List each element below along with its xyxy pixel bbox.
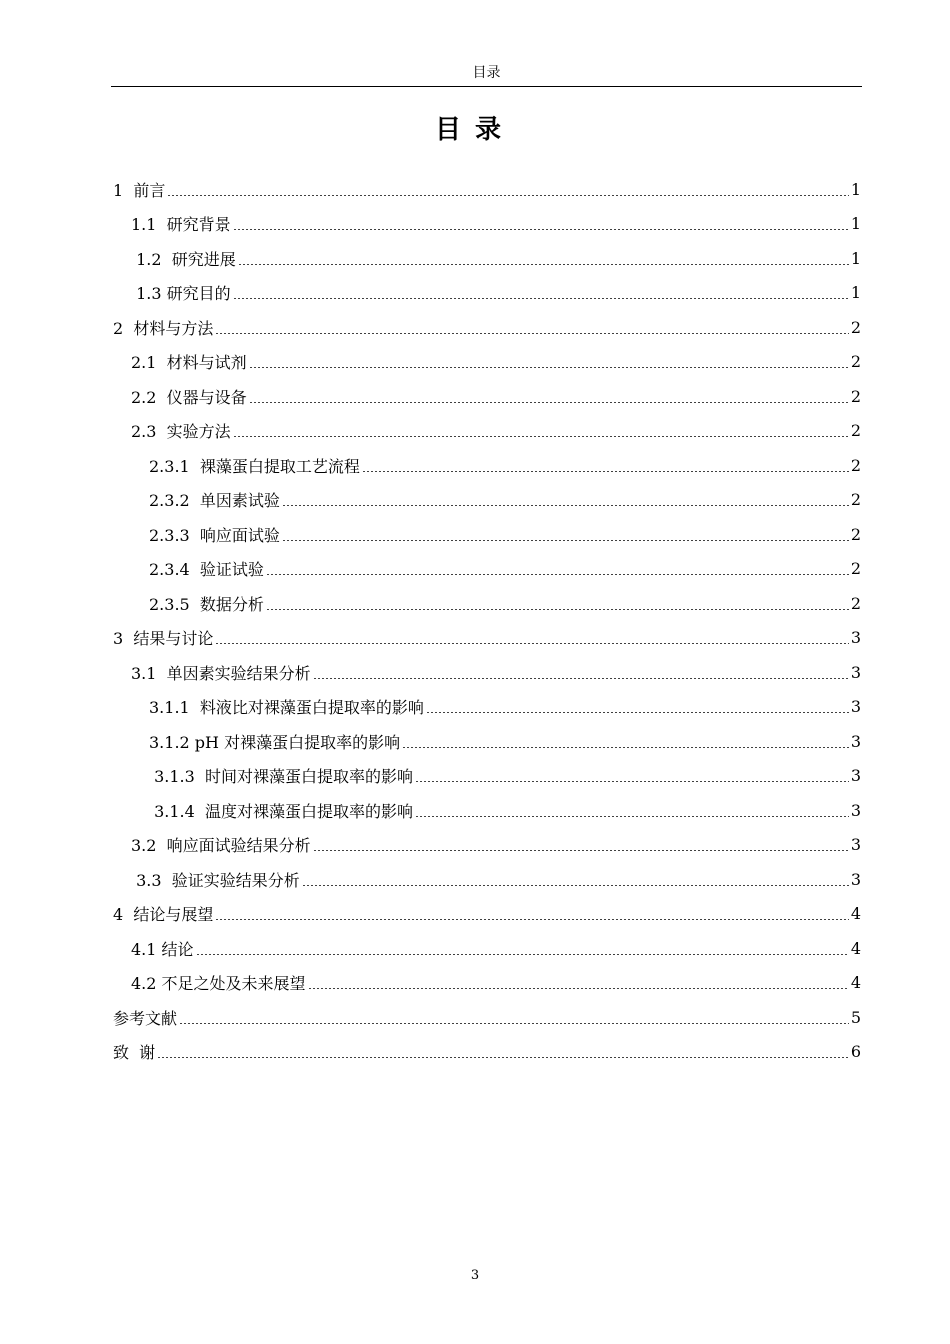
toc-entry[interactable] [113,483,861,518]
page-title: 目录 [434,115,515,145]
toc-entry-label: 2.3.3 响应面试验 [149,525,280,545]
toc-entry-label: 1.1 研究背景 [131,215,231,235]
toc-entry-label: 2 材料与方法 [113,318,214,338]
dot-leader [313,850,849,851]
toc-entry-page: 3 [850,766,861,786]
toc-entry-label: 2.3.2 单因素试验 [149,491,280,511]
dot-leader [282,505,849,506]
dot-leader [266,574,849,575]
toc-entry[interactable] [113,1000,861,1035]
toc-entry-page: 6 [850,1042,861,1062]
dot-leader [167,195,848,196]
page-number: 3 [470,1268,480,1283]
toc-entry-label: 2.3.1 裸藻蛋白提取工艺流程 [149,456,360,476]
dot-leader [362,471,849,472]
toc-entry[interactable] [113,414,861,449]
toc-entry-page: 3 [850,869,861,889]
dot-leader [215,333,848,334]
dot-leader [415,816,849,817]
toc-entry[interactable] [113,966,861,1001]
toc-entry-page: 2 [850,490,861,510]
toc-entry[interactable] [113,862,861,897]
toc-entry[interactable] [113,931,861,966]
toc-entry-page: 2 [850,524,861,544]
toc-entry[interactable] [113,655,861,690]
toc-entry-page: 1 [850,248,861,268]
dot-leader [415,781,849,782]
toc-entry-label: 3.1.1 料液比对裸藻蛋白提取率的影响 [149,698,424,718]
toc-entry[interactable] [113,172,861,207]
toc-entry-page: 3 [850,662,861,682]
toc-entry-page: 3 [850,731,861,751]
toc-entry-page: 1 [850,214,861,234]
toc-entry-label: 4.1 结论 [131,939,194,959]
dot-leader [426,712,849,713]
dot-leader [157,1057,849,1058]
toc-entry-page: 2 [850,559,861,579]
toc-entry-label: 1.2 研究进展 [131,249,236,269]
dot-leader [179,1023,849,1024]
toc-entry-page: 3 [850,800,861,820]
toc-entry[interactable] [113,828,861,863]
toc-entry[interactable] [113,552,861,587]
toc-entry-label: 2.3 实验方法 [131,422,231,442]
toc-entry[interactable] [113,1035,861,1070]
toc-entry-label: 4 结论与展望 [113,905,214,925]
toc-entry-page: 1 [850,179,861,199]
dot-leader [302,885,849,886]
toc-entry[interactable] [113,724,861,759]
dot-leader [313,678,849,679]
toc-entry-page: 3 [850,835,861,855]
toc-entry[interactable] [113,586,861,621]
toc-entry-label: 3.1 单因素实验结果分析 [131,663,311,683]
toc-entry-page: 4 [850,973,861,993]
toc-entry[interactable] [113,345,861,380]
toc-entry-page: 2 [850,352,861,372]
table-of-contents [113,172,861,1069]
toc-entry-label: 1.3 研究目的 [131,284,231,304]
dot-leader [249,402,849,403]
dot-leader [238,264,849,265]
toc-entry[interactable] [113,448,861,483]
dot-leader [266,609,849,610]
dot-leader [215,643,848,644]
toc-entry[interactable] [113,379,861,414]
toc-entry-label: 3.1.4 温度对裸藻蛋白提取率的影响 [149,801,413,821]
toc-entry-page: 2 [850,421,861,441]
dot-leader [282,540,849,541]
toc-entry-page: 2 [850,386,861,406]
toc-entry[interactable] [113,310,861,345]
toc-entry-label: 3 结果与讨论 [113,629,214,649]
toc-entry-label: 2.1 材料与试剂 [131,353,247,373]
toc-entry-page: 4 [850,904,861,924]
toc-entry-label: 2.3.5 数据分析 [149,594,264,614]
dot-leader [233,298,849,299]
toc-entry-label: 3.1.3 时间对裸藻蛋白提取率的影响 [149,767,413,787]
toc-entry-label: 2.3.4 验证试验 [149,560,264,580]
toc-entry-page: 2 [850,593,861,613]
toc-entry-label: 参考文献 [113,1008,178,1028]
toc-entry-page: 1 [850,283,861,303]
toc-entry-page: 5 [850,1007,861,1027]
toc-entry-page: 4 [850,938,861,958]
dot-leader [308,988,849,989]
toc-entry-page: 2 [850,455,861,475]
toc-entry-label: 3.3 验证实验结果分析 [131,870,300,890]
dot-leader [402,747,849,748]
toc-entry[interactable] [113,621,861,656]
dot-leader [196,954,849,955]
toc-entry[interactable] [113,759,861,794]
toc-entry-label: 3.2 响应面试验结果分析 [131,836,311,856]
toc-entry-label: 致 谢 [113,1043,156,1063]
dot-leader [233,436,849,437]
running-header: 目录 [111,62,862,87]
toc-entry[interactable] [113,897,861,932]
toc-entry-label: 3.1.2 pH 对裸藻蛋白提取率的影响 [149,732,401,752]
toc-entry-label: 2.2 仪器与设备 [131,387,247,407]
toc-entry-label: 1 前言 [113,180,166,200]
toc-entry-label: 4.2 不足之处及未来展望 [131,974,306,994]
toc-entry-page: 3 [850,697,861,717]
dot-leader [215,919,848,920]
dot-leader [249,367,849,368]
toc-entry[interactable] [113,207,861,242]
dot-leader [233,229,849,230]
toc-entry[interactable] [113,276,861,311]
toc-entry[interactable] [113,517,861,552]
toc-entry[interactable] [113,241,861,276]
toc-entry-page: 2 [850,317,861,337]
toc-entry[interactable] [113,690,861,725]
toc-entry-page: 3 [850,628,861,648]
toc-entry[interactable] [113,793,861,828]
